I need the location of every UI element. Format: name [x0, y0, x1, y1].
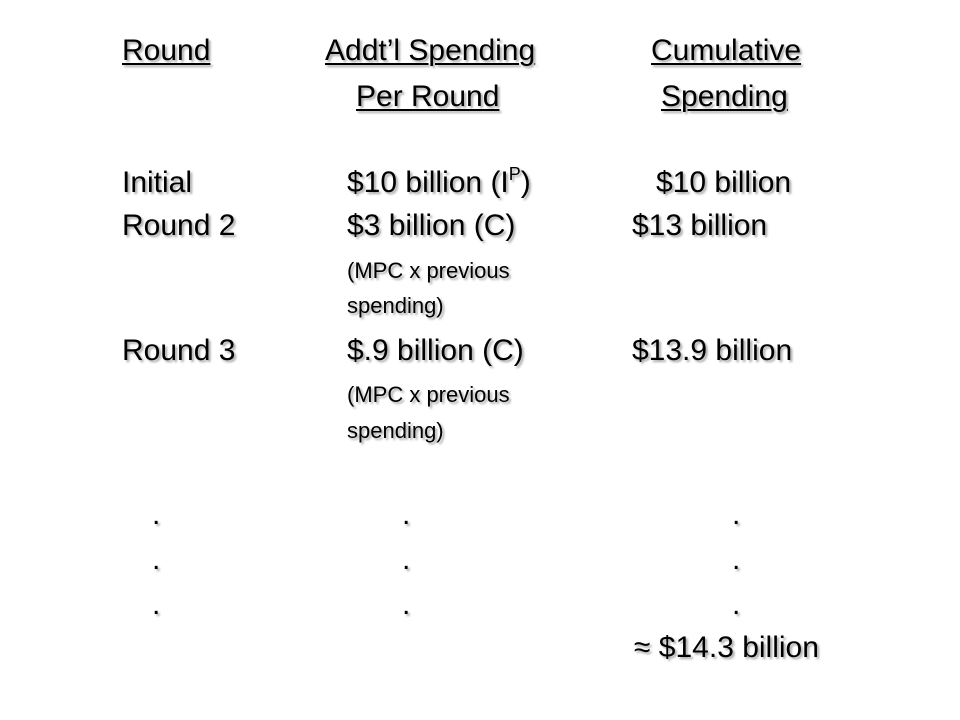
row-initial-cumulative: $10 billion — [656, 166, 792, 199]
header-addtl-spending: Addt’l Spending — [325, 34, 536, 67]
row-round3-cumulative: $13.9 billion — [632, 334, 793, 367]
total-cumulative: ≈ $14.3 billion — [634, 631, 819, 664]
row-initial-addtl-superscript: P — [508, 164, 521, 184]
ellipsis-dot: . — [152, 543, 161, 576]
ellipsis-dot: . — [152, 588, 161, 621]
header-cumulative: Cumulative — [651, 34, 802, 67]
row-round2-note-line2: spending) — [347, 293, 444, 318]
row-round3-addtl: $.9 billion (C) — [347, 334, 524, 367]
ellipsis-dot: . — [402, 498, 411, 531]
row-round3-note-line1: (MPC x previous — [347, 382, 510, 407]
header-per-round: Per Round — [356, 80, 500, 113]
ellipsis-dot: . — [152, 498, 161, 531]
row-round2-round: Round 2 — [122, 209, 236, 242]
row-round3-note-line2: spending) — [347, 418, 444, 443]
row-round2-note-line1: (MPC x previous — [347, 258, 510, 283]
row-round2-cumulative: $13 billion — [632, 209, 768, 242]
header-round: Round — [122, 34, 211, 67]
ellipsis-dot: . — [732, 543, 741, 576]
ellipsis-dot: . — [732, 498, 741, 531]
ellipsis-dot: . — [732, 588, 741, 621]
row-round2-addtl: $3 billion (C) — [347, 209, 516, 242]
header-spending: Spending — [661, 80, 788, 113]
row-initial-addtl: $10 billion $(I^P)$ — [347, 164, 531, 199]
row-round3-round: Round 3 — [122, 334, 236, 367]
ellipsis-dot: . — [402, 588, 411, 621]
ellipsis-dot: . — [402, 543, 411, 576]
row-initial-round: Initial — [122, 166, 193, 199]
